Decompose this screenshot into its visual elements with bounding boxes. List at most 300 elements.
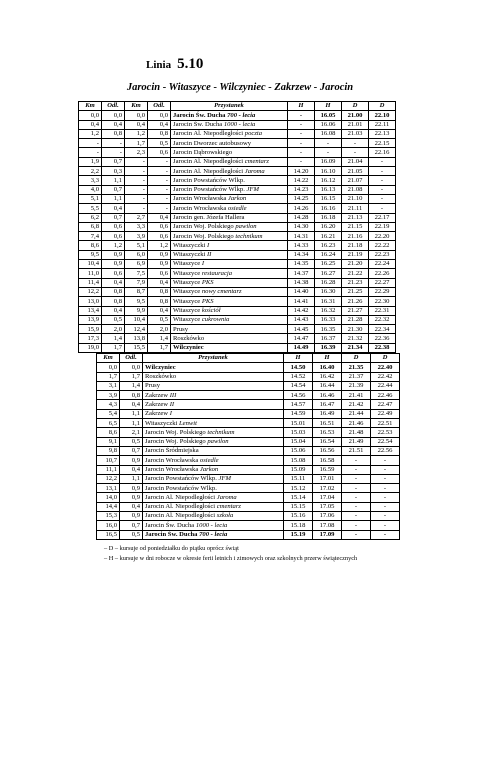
stop-name-cell	[143, 484, 284, 493]
distance-cell: 2,3	[125, 148, 148, 157]
distance-cell: 0,6	[148, 269, 171, 278]
departure-time-cell: -	[369, 157, 396, 166]
table-row	[79, 148, 396, 157]
line-number: 5.10	[177, 56, 204, 72]
stop-name: Jarocin Al. Niepodległości	[173, 130, 245, 138]
stop-name: Witaszyczki	[145, 419, 179, 427]
departure-time-cell: 22.13	[369, 129, 396, 138]
distance-cell: 2,1	[120, 428, 143, 437]
distance-cell: 0,6	[148, 222, 171, 231]
distance-cell: 11,1	[97, 465, 120, 474]
departure-time-cell: -	[371, 512, 400, 521]
column-header: Km	[125, 102, 148, 111]
distance-cell: 10,4	[79, 260, 102, 269]
distance-cell: 0,7	[102, 157, 125, 166]
distance-cell: 6,0	[125, 250, 148, 259]
table-row	[97, 381, 400, 390]
table-row	[97, 521, 400, 530]
departure-time-cell: 21.25	[342, 287, 369, 296]
departure-time-cell: 14.56	[284, 391, 313, 400]
departure-time-cell: 21.16	[342, 232, 369, 241]
departure-time-cell: 15.14	[284, 493, 313, 502]
departure-time-cell: 21.01	[342, 120, 369, 129]
departure-time-cell: 14.45	[288, 325, 315, 334]
departure-time-cell: 15.01	[284, 419, 313, 428]
distance-cell: 0,0	[125, 111, 148, 120]
departure-time-cell: 16.24	[315, 250, 342, 259]
distance-cell: 1,4	[102, 334, 125, 343]
distance-cell: -	[125, 167, 148, 176]
departure-time-cell: 15.12	[284, 484, 313, 493]
departure-time-cell: 14.59	[284, 409, 313, 418]
distance-cell: 4,0	[79, 185, 102, 194]
table-row	[79, 176, 396, 185]
departure-time-cell: 16.25	[315, 260, 342, 269]
departure-time-cell: 14.43	[288, 315, 315, 324]
departure-time-cell: 22.44	[371, 381, 400, 390]
distance-cell: 5,4	[97, 409, 120, 418]
departure-time-cell: -	[288, 120, 315, 129]
departure-time-cell: 21.35	[342, 363, 371, 372]
departure-time-cell: 21.11	[342, 204, 369, 213]
distance-cell: 0,5	[120, 437, 143, 446]
departure-time-cell: 21.26	[342, 297, 369, 306]
departure-time-cell: 15.15	[284, 502, 313, 511]
distance-cell: 0,9	[120, 484, 143, 493]
stop-name-cell	[171, 148, 288, 157]
column-header: H	[315, 102, 342, 111]
table-row	[97, 446, 400, 455]
distance-cell: 0,9	[120, 456, 143, 465]
distance-cell: 5,5	[79, 204, 102, 213]
distance-cell: 8,6	[79, 241, 102, 250]
stop-name-cell	[143, 409, 284, 418]
departure-time-cell: 21.03	[342, 129, 369, 138]
distance-cell: -	[125, 176, 148, 185]
departure-time-cell: 21.22	[342, 269, 369, 278]
stop-name-cell	[171, 222, 288, 231]
distance-cell: -	[148, 157, 171, 166]
stop-name-cell	[171, 287, 288, 296]
timetable-outbound	[78, 101, 396, 353]
table-row	[79, 185, 396, 194]
stop-name-cell	[143, 493, 284, 502]
distance-cell: 6,9	[125, 260, 148, 269]
distance-cell: 0,0	[97, 363, 120, 372]
distance-cell: 0,8	[148, 129, 171, 138]
table-row	[79, 343, 396, 352]
departure-time-cell: 14.23	[288, 185, 315, 194]
column-header: Przystanek	[171, 102, 288, 111]
departure-time-cell: 22.49	[371, 409, 400, 418]
departure-time-cell: -	[288, 139, 315, 148]
departure-time-cell: 22.38	[369, 343, 396, 352]
distance-cell: 3,9	[125, 232, 148, 241]
distance-cell: 2,0	[102, 325, 125, 334]
departure-time-cell: 15.11	[284, 474, 313, 483]
distance-cell: 2,0	[148, 325, 171, 334]
stop-name: Jarocin Al. Niepodległości	[173, 167, 245, 175]
distance-cell: 0,9	[102, 250, 125, 259]
stop-name: Witaszyce	[173, 269, 202, 277]
stop-name-cell	[171, 334, 288, 343]
distance-cell: 0,7	[102, 213, 125, 222]
departure-time-cell: 21.46	[342, 419, 371, 428]
departure-time-cell: 22.32	[369, 315, 396, 324]
distance-cell: 16,0	[97, 521, 120, 530]
stop-name-cell	[171, 204, 288, 213]
stop-name-cell	[143, 456, 284, 465]
departure-time-cell: 21.51	[342, 446, 371, 455]
stop-name: Jarocin Dworzec autobusowy	[173, 139, 252, 147]
distance-cell: 1,1	[102, 176, 125, 185]
departure-time-cell: 22.53	[371, 428, 400, 437]
departure-time-cell: 22.19	[369, 222, 396, 231]
distance-cell: 13,0	[79, 297, 102, 306]
table-header-row	[79, 102, 396, 111]
stop-name: Prusy	[173, 325, 189, 333]
stop-name: Jarocin Św. Ducha	[145, 521, 196, 529]
column-header: Odl.	[102, 102, 125, 111]
departure-time-cell: -	[369, 194, 396, 203]
departure-time-cell: 22.15	[369, 139, 396, 148]
distance-cell: 1,7	[102, 343, 125, 352]
stop-name-cell	[143, 446, 284, 455]
departure-time-cell: 16.05	[315, 111, 342, 120]
stop-name: Witaszyce	[173, 279, 202, 287]
distance-cell: 8,6	[97, 428, 120, 437]
departure-time-cell: 15.04	[284, 437, 313, 446]
distance-cell: 1,2	[148, 241, 171, 250]
stop-name: Zakrzew	[145, 391, 170, 399]
departure-time-cell: 16.21	[315, 232, 342, 241]
departure-time-cell: 15.16	[284, 512, 313, 521]
distance-cell: 1,1	[102, 194, 125, 203]
table-row	[97, 437, 400, 446]
column-header: D	[369, 102, 396, 111]
distance-cell: 0,4	[148, 278, 171, 287]
distance-cell: 14,0	[97, 493, 120, 502]
departure-time-cell: 21.42	[342, 400, 371, 409]
distance-cell: 3,3	[79, 176, 102, 185]
departure-time-cell: 16.46	[313, 391, 342, 400]
stop-detail: restauracja	[201, 269, 233, 277]
stop-name: Jarocin Powstańców Wlkp.	[145, 484, 217, 492]
departure-time-cell: 21.00	[342, 111, 369, 120]
column-header: D	[371, 354, 400, 363]
departure-time-cell: 16.53	[313, 428, 342, 437]
departure-time-cell: 21.08	[342, 185, 369, 194]
column-header: Odl.	[148, 102, 171, 111]
departure-time-cell: 21.44	[342, 409, 371, 418]
stop-detail: I	[201, 260, 205, 268]
departure-time-cell: -	[371, 465, 400, 474]
table-row	[97, 512, 400, 521]
distance-cell: 0,0	[148, 111, 171, 120]
departure-time-cell: -	[371, 474, 400, 483]
distance-cell: 3,3	[125, 222, 148, 231]
departure-time-cell: 16.44	[313, 381, 342, 390]
departure-time-cell: 16.31	[315, 297, 342, 306]
departure-time-cell: 15.19	[284, 530, 313, 539]
departure-time-cell: 14.30	[288, 222, 315, 231]
stop-name-cell	[143, 381, 284, 390]
stop-name: Zakrzew	[145, 400, 170, 408]
departure-time-cell: 21.05	[342, 167, 369, 176]
departure-time-cell: 22.10	[369, 111, 396, 120]
stop-name-cell	[171, 315, 288, 324]
distance-cell: 1,7	[120, 372, 143, 381]
stop-name: Jarocin Al. Niepodległości	[145, 512, 217, 520]
distance-cell: -	[125, 157, 148, 166]
departure-time-cell: 22.46	[371, 391, 400, 400]
distance-cell: -	[79, 139, 102, 148]
distance-cell: 13,4	[79, 306, 102, 315]
distance-cell: 0,4	[120, 465, 143, 474]
table-row	[79, 213, 396, 222]
table-row	[79, 222, 396, 231]
table-row	[79, 204, 396, 213]
distance-cell: 10,7	[97, 456, 120, 465]
distance-cell: 7,4	[79, 232, 102, 241]
stop-name: Witaszyce	[173, 260, 202, 268]
stop-name-cell	[171, 185, 288, 194]
departure-time-cell: 14.34	[288, 250, 315, 259]
departure-time-cell: 22.36	[369, 334, 396, 343]
stop-name-cell	[171, 120, 288, 129]
table-row	[97, 474, 400, 483]
distance-cell: 15,3	[97, 512, 120, 521]
table-row	[97, 391, 400, 400]
stop-name-cell	[171, 232, 288, 241]
distance-cell: 0,9	[148, 260, 171, 269]
table-row	[79, 111, 396, 120]
distance-cell: 0,9	[148, 250, 171, 259]
distance-cell: 1,2	[102, 241, 125, 250]
distance-cell: 0,5	[120, 530, 143, 539]
stop-detail: szkoła	[216, 512, 234, 520]
departure-time-cell: -	[371, 484, 400, 493]
table-row	[79, 306, 396, 315]
table-row	[79, 278, 396, 287]
distance-cell: 9,5	[79, 250, 102, 259]
departure-time-cell: 16.27	[315, 269, 342, 278]
distance-cell: 0,4	[125, 120, 148, 129]
distance-cell: 1,7	[97, 372, 120, 381]
stop-name: Jarocin Św. Ducha	[173, 121, 224, 129]
table-row	[97, 530, 400, 539]
departure-time-cell: 21.41	[342, 391, 371, 400]
stop-name-cell	[171, 129, 288, 138]
stop-name-cell	[143, 391, 284, 400]
stop-detail: 700 - lecia	[199, 531, 228, 539]
stop-name: Jarocin Woj. Polskiego	[173, 232, 236, 240]
departure-time-cell: -	[371, 530, 400, 539]
distance-cell: 3,9	[97, 391, 120, 400]
departure-time-cell: 22.29	[369, 287, 396, 296]
departure-time-cell: 22.26	[369, 269, 396, 278]
departure-time-cell: 16.33	[315, 315, 342, 324]
departure-time-cell: -	[288, 111, 315, 120]
distance-cell: 0,0	[102, 111, 125, 120]
table-row	[79, 325, 396, 334]
departure-time-cell: 22.42	[371, 372, 400, 381]
departure-time-cell: 17.02	[313, 484, 342, 493]
table-row	[97, 419, 400, 428]
stop-name: Jarocin gen. Józefa Hallera	[173, 214, 245, 221]
distance-cell: 1,1	[120, 419, 143, 428]
distance-cell: 15,5	[125, 343, 148, 352]
stop-name-cell	[143, 419, 284, 428]
distance-cell: 0,5	[148, 315, 171, 324]
distance-cell: -	[148, 194, 171, 203]
distance-cell: 1,4	[148, 334, 171, 343]
footnote-d: – D – kursuje od poniedziałku do piątku oprócz świąt	[104, 545, 239, 552]
stop-name: Jarocin Woj. Polskiego	[145, 428, 208, 436]
departure-time-cell: 22.51	[371, 419, 400, 428]
stop-name-cell	[143, 521, 284, 530]
stop-name-cell	[171, 213, 288, 222]
departure-time-cell: 21.30	[342, 325, 369, 334]
stop-detail: II	[206, 251, 212, 259]
table-row	[97, 502, 400, 511]
distance-cell: -	[79, 148, 102, 157]
departure-time-cell: 15.09	[284, 465, 313, 474]
stop-name: Jarocin Wrocławska	[173, 204, 228, 212]
distance-cell: 0,9	[120, 512, 143, 521]
departure-time-cell: 16.32	[315, 306, 342, 315]
stop-name-cell	[171, 194, 288, 203]
distance-cell: 0,0	[120, 363, 143, 372]
departure-time-cell: 14.25	[288, 194, 315, 203]
stop-detail: 1000 - lecia	[223, 121, 256, 129]
departure-time-cell: 16.15	[315, 194, 342, 203]
distance-cell: 9,5	[125, 297, 148, 306]
stop-name-cell	[171, 325, 288, 334]
stop-detail: Jarkon	[199, 466, 219, 473]
departure-time-cell: 14.20	[288, 167, 315, 176]
departure-time-cell: 16.18	[315, 213, 342, 222]
distance-cell: 0,4	[102, 278, 125, 287]
distance-cell: 11,4	[79, 278, 102, 287]
departure-time-cell: -	[342, 484, 371, 493]
footnotes	[104, 544, 357, 564]
departure-time-cell: -	[342, 456, 371, 465]
departure-time-cell: 16.54	[313, 437, 342, 446]
departure-time-cell: 16.12	[315, 176, 342, 185]
column-header: D	[342, 102, 369, 111]
stop-name: Jarocin Al. Niepodległości	[145, 493, 217, 501]
stop-name-cell	[171, 306, 288, 315]
distance-cell: 0,8	[120, 391, 143, 400]
table-row	[79, 334, 396, 343]
distance-cell: 12,2	[79, 287, 102, 296]
distance-cell: 0,9	[102, 260, 125, 269]
stop-name: Jarocin Woj. Polskiego	[145, 438, 208, 446]
table-row	[79, 250, 396, 259]
departure-time-cell: -	[342, 139, 369, 148]
stop-name: Jarocin Woj. Polskiego	[173, 223, 236, 231]
stop-name: Witaszyczki	[173, 241, 207, 249]
distance-cell: -	[148, 167, 171, 176]
stop-name-cell	[143, 512, 284, 521]
column-header: Km	[97, 354, 120, 363]
departure-time-cell: 17.08	[313, 521, 342, 530]
departure-time-cell: 14.54	[284, 381, 313, 390]
distance-cell: 0,5	[148, 139, 171, 148]
distance-cell: -	[102, 139, 125, 148]
distance-cell: -	[148, 204, 171, 213]
stop-detail: PKS	[201, 279, 214, 287]
stop-name: Jarocin Dąbrowskiego	[173, 148, 233, 156]
departure-time-cell: 21.04	[342, 157, 369, 166]
departure-time-cell: 14.52	[284, 372, 313, 381]
table-row	[97, 363, 400, 372]
departure-time-cell: -	[342, 502, 371, 511]
distance-cell: -	[102, 148, 125, 157]
distance-cell: 0,8	[148, 287, 171, 296]
distance-cell: 0,4	[79, 120, 102, 129]
stop-detail: cukrownia	[201, 316, 230, 324]
stop-name-cell	[171, 167, 288, 176]
departure-time-cell: 14.28	[288, 213, 315, 222]
departure-time-cell: 21.18	[342, 241, 369, 250]
departure-time-cell: 17.04	[313, 493, 342, 502]
departure-time-cell: 16.42	[313, 372, 342, 381]
departure-time-cell: 22.22	[369, 241, 396, 250]
distance-cell: 1,2	[79, 129, 102, 138]
departure-time-cell: 21.49	[342, 437, 371, 446]
table-row	[79, 120, 396, 129]
table-row	[79, 232, 396, 241]
distance-cell: 4,3	[97, 400, 120, 409]
departure-time-cell: 16.49	[313, 409, 342, 418]
departure-time-cell: 15.08	[284, 456, 313, 465]
departure-time-cell: -	[342, 465, 371, 474]
departure-time-cell: -	[315, 148, 342, 157]
stop-detail: osiedle	[227, 204, 247, 212]
distance-cell: 1,4	[120, 381, 143, 390]
stop-detail: I	[206, 241, 210, 249]
departure-time-cell: -	[369, 167, 396, 176]
departure-time-cell: 22.47	[371, 400, 400, 409]
stop-name-cell	[171, 260, 288, 269]
departure-time-cell: 21.20	[342, 260, 369, 269]
stop-name: Roszkówko	[173, 334, 205, 342]
stop-name: Jarocin Powstańców Wlkp.	[145, 475, 219, 483]
stop-name: Jarocin Wrocławska	[145, 466, 200, 473]
departure-time-cell: 16.59	[313, 465, 342, 474]
stop-name-cell	[143, 502, 284, 511]
departure-time-cell: 22.11	[369, 120, 396, 129]
stop-detail: Jarkon	[227, 195, 247, 203]
stop-name-cell	[171, 157, 288, 166]
distance-cell: 13,8	[125, 334, 148, 343]
departure-time-cell: 17.05	[313, 502, 342, 511]
stop-name-cell	[143, 428, 284, 437]
departure-time-cell: 21.13	[342, 213, 369, 222]
departure-time-cell: 16.23	[315, 241, 342, 250]
table-row	[79, 129, 396, 138]
departure-time-cell: 14.37	[288, 269, 315, 278]
departure-time-cell: -	[369, 176, 396, 185]
stop-name: Jarocin Św. Ducha	[173, 111, 228, 119]
table-row	[97, 456, 400, 465]
distance-cell: 0,7	[120, 521, 143, 530]
distance-cell: 0,8	[102, 129, 125, 138]
stop-name: Witaszyczki	[173, 251, 207, 259]
table-row	[79, 297, 396, 306]
